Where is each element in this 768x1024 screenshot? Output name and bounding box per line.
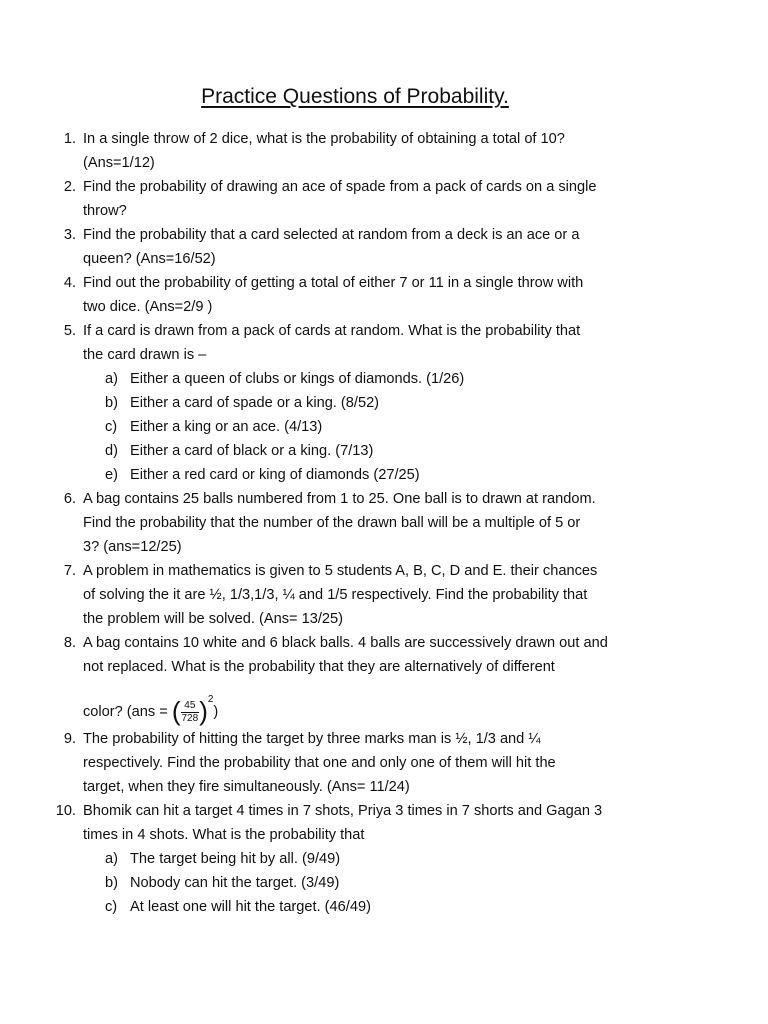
question-item	[46, 223, 696, 271]
question-text-line: Find the probability that a card selected at random from a deck is an ace or a	[83, 227, 580, 243]
sub-question-item	[83, 367, 696, 391]
question-text-line: queen? (Ans=16/52)	[83, 251, 216, 267]
sub-question-list	[83, 847, 696, 919]
question-text-line: A bag contains 25 balls numbered from 1 to 25. One ball is to drawn at random.	[83, 491, 596, 507]
question-number: 4.	[63, 275, 76, 291]
sub-question-label: a)	[105, 851, 118, 867]
answer-suffix: )	[213, 704, 219, 720]
sub-question-label: b)	[105, 395, 118, 411]
sub-question-text: At least one will hit the target. (46/49)	[130, 899, 371, 915]
question-number: 7.	[63, 563, 76, 579]
question-list	[46, 127, 696, 919]
sub-question-label: a)	[105, 371, 118, 387]
sub-question-item	[83, 391, 696, 415]
question-text-line: respectively. Find the probability that one and only one of them will hit the	[83, 755, 556, 771]
exponent: 2	[207, 694, 214, 705]
sub-question-text: Nobody can hit the target. (3/49)	[130, 875, 340, 891]
question-item	[46, 127, 696, 175]
fraction	[181, 700, 200, 725]
sub-question-item	[83, 463, 696, 487]
page-title: Practice Questions of Probability.	[201, 85, 509, 108]
question-text-line: 3? (ans=12/25)	[83, 539, 182, 555]
question-text-line: Find the probability that the number of the drawn ball will be a multiple of 5 or	[83, 515, 581, 531]
answer-prefix: color? (ans =	[83, 704, 172, 720]
sub-question-label: d)	[105, 443, 118, 459]
question-text-line: of solving the it are ½, 1/3,1/3, ¼ and 1/5 respectively. Find the probability that	[83, 587, 588, 603]
sub-question-label: c)	[105, 899, 118, 915]
question-number: 6.	[63, 491, 76, 507]
question-text-line: two dice. (Ans=2/9 )	[83, 299, 213, 315]
sub-question-item	[83, 439, 696, 463]
question-item	[46, 631, 696, 727]
question-text-line: (Ans=1/12)	[83, 155, 155, 171]
question-text-line: the problem will be solved. (Ans= 13/25)	[83, 611, 343, 627]
question-text-line: A problem in mathematics is given to 5 students A, B, C, D and E. their chances	[83, 563, 598, 579]
sub-question-label: c)	[105, 419, 118, 435]
question-number: 2.	[63, 179, 76, 195]
question-item	[46, 727, 696, 799]
sub-question-text: Either a red card or king of diamonds (27/25)	[130, 467, 420, 483]
question-item	[46, 799, 696, 919]
question-number: 3.	[63, 227, 76, 243]
question-item	[46, 271, 696, 319]
question-text-line: throw?	[83, 203, 127, 219]
question-text-line: In a single throw of 2 dice, what is the probability of obtaining a total of 10?	[83, 131, 565, 147]
close-paren: )	[199, 696, 208, 726]
question-text-line: A bag contains 10 white and 6 black balls. 4 balls are successively drawn out and	[83, 635, 608, 651]
sub-question-list	[83, 367, 696, 487]
question-number: 5.	[63, 323, 76, 339]
question-text-line: times in 4 shots. What is the probability that	[83, 827, 365, 843]
question-number: 8.	[63, 635, 76, 651]
sub-question-text: Either a card of spade or a king. (8/52)	[130, 395, 380, 411]
question-text-line: The probability of hitting the target by three marks man is ½, 1/3 and ¼	[83, 731, 541, 747]
sub-question-text: Either a queen of clubs or kings of diamonds. (1/26)	[130, 371, 465, 387]
sub-question-item	[83, 871, 696, 895]
question-text-line: Find the probability of drawing an ace of spade from a pack of cards on a single	[83, 179, 597, 195]
question-text-line: target, when they fire simultaneously. (Ans= 11/24)	[83, 779, 410, 795]
sub-question-text: Either a card of black or a king. (7/13)	[130, 443, 374, 459]
question-item	[46, 319, 696, 487]
sub-question-label: e)	[105, 467, 118, 483]
fraction-denominator: 728	[181, 712, 199, 724]
question-number: 10.	[55, 803, 76, 819]
question-number: 9.	[63, 731, 76, 747]
sub-question-label: b)	[105, 875, 118, 891]
sub-question-item	[83, 895, 696, 919]
question-text-line: Bhomik can hit a target 4 times in 7 shots, Priya 3 times in 7 shorts and Gagan 3	[83, 803, 603, 819]
question-item	[46, 487, 696, 559]
sub-question-item	[83, 415, 696, 439]
question-item	[46, 175, 696, 223]
question-text-line: not replaced. What is the probability that they are alternatively of different	[83, 659, 555, 675]
question-text-line: Find out the probability of getting a total of either 7 or 11 in a single throw with	[83, 275, 584, 291]
question-item	[46, 559, 696, 631]
sub-question-text: The target being hit by all. (9/49)	[130, 851, 341, 867]
question-text-line: If a card is drawn from a pack of cards at random. What is the probability that	[83, 323, 581, 339]
question-text-line: the card drawn is –	[83, 347, 207, 363]
sub-question-item	[83, 847, 696, 871]
sub-question-text: Either a king or an ace. (4/13)	[130, 419, 323, 435]
question-number: 1.	[63, 131, 76, 147]
answer-line	[83, 679, 696, 727]
fraction-numerator: 45	[181, 700, 200, 713]
open-paren: (	[171, 696, 181, 726]
